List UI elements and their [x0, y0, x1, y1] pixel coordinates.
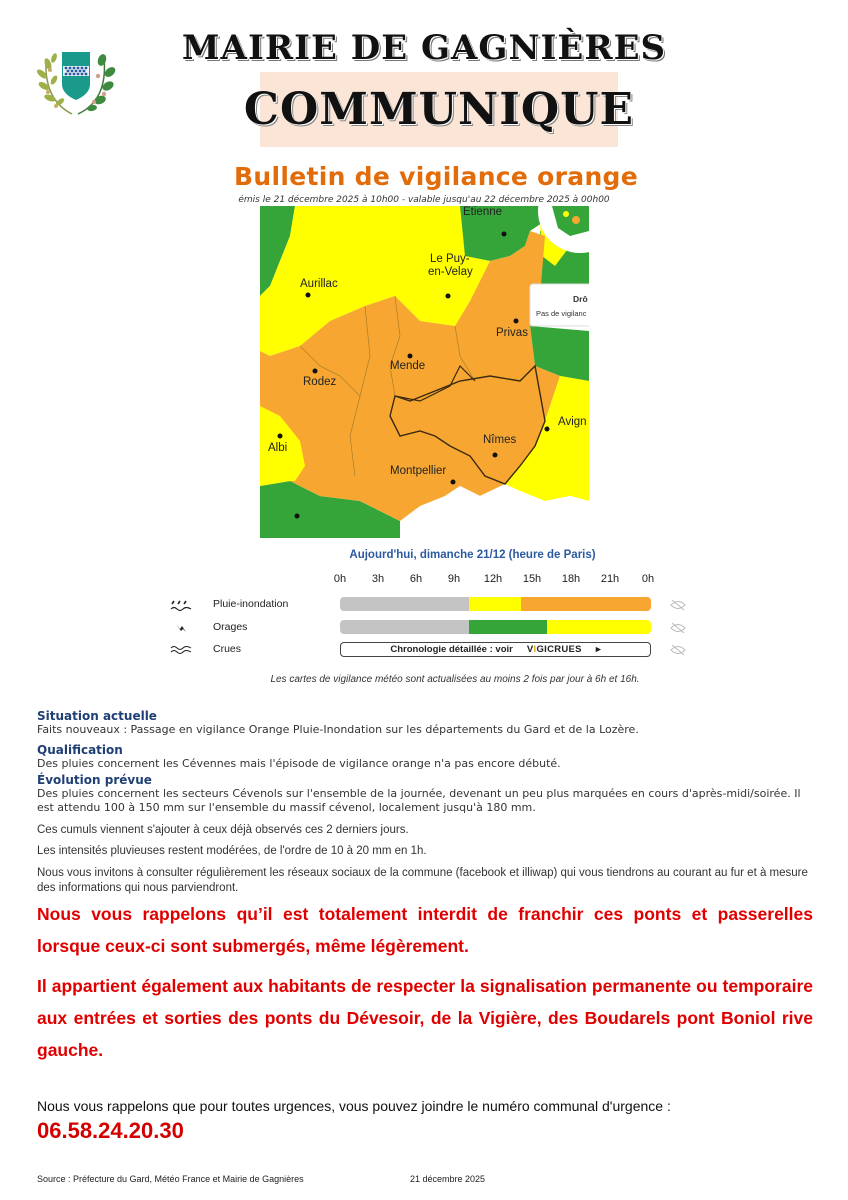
hour-tick: 0h: [641, 573, 655, 585]
segment-none: [340, 620, 469, 634]
hour-tick: 6h: [409, 573, 423, 585]
segment-none: [340, 597, 469, 611]
svg-text:Drô: Drô: [573, 294, 588, 304]
waves-icon: [170, 642, 192, 656]
hour-tick: 3h: [371, 573, 385, 585]
eye-slash-icon[interactable]: [670, 597, 686, 611]
hour-tick: 0h: [333, 573, 347, 585]
communique-label: COMMUNIQUE: [243, 84, 635, 135]
svg-text:Le Puy-: Le Puy-: [430, 253, 470, 265]
section-text: Faits nouveaux : Passage en vigilance Orange Pluie-Inondation sur les départements du Gard et de la Lozère.: [37, 723, 639, 736]
communique-banner: [243, 72, 635, 147]
eye-slash-icon[interactable]: [670, 620, 686, 634]
timeline-row-pluie: [160, 597, 700, 613]
hour-tick: 9h: [447, 573, 461, 585]
segment-yellow: [469, 597, 521, 611]
vigicrues-link-text: Chronologie détaillée : voir: [390, 644, 513, 655]
timeline-title: Aujourd'hui, dimanche 21/12 (heure de Paris): [349, 549, 596, 561]
vigilance-map: [260, 206, 589, 538]
svg-text:Etienne: Etienne: [463, 206, 503, 218]
rain-flood-icon: [170, 597, 192, 611]
eye-slash-icon[interactable]: [670, 642, 686, 656]
section-text: Des pluies concernent les secteurs Cévenols sur l'ensemble de la journée, devenant un peu plus marquées en cours d'après-midi/soirée. Il est attendu 100 à 150 mm sur l'ensemble du massif cévenol, localement jusqu'à 180 mm.: [37, 787, 801, 814]
vigilance-timeline: [160, 545, 700, 695]
timeline-note: Les cartes de vigilance météo sont actualisées au moins 2 fois par jour à 6h et 16h.: [270, 674, 640, 685]
hour-tick: 15h: [522, 573, 542, 585]
section-heading: Situation actuelle: [37, 709, 157, 723]
svg-text:Aurillac: Aurillac: [300, 278, 338, 290]
svg-text:Rodez: Rodez: [303, 376, 337, 388]
orages-timeline-bar: [340, 620, 651, 634]
vigicrues-link[interactable]: [340, 642, 651, 657]
hour-tick: 18h: [561, 573, 581, 585]
row-label: Pluie-inondation: [213, 598, 289, 610]
pluie-timeline-bar: [340, 597, 651, 611]
svg-text:Nîmes: Nîmes: [483, 434, 517, 446]
segment-yellow: [547, 620, 651, 634]
svg-text:en-Velay: en-Velay: [428, 266, 473, 278]
section-evolution: [37, 773, 817, 815]
mairie-title: MAIRIE DE GAGNIÈRES: [181, 28, 667, 68]
hour-tick: 21h: [600, 573, 620, 585]
svg-text:Privas: Privas: [496, 327, 528, 339]
segment-green: [469, 620, 547, 634]
play-arrow-icon: ▸: [595, 644, 601, 655]
section-text: Des pluies concernent les Cévennes mais l'épisode de vigilance orange n'a pas encore débuté.: [37, 757, 561, 770]
urgence-text: Nous vous rappelons que pour toutes urgences, vous pouvez joindre le numéro communal d'urgence :: [37, 1098, 671, 1114]
timeline-hours: [160, 573, 700, 587]
timeline-row-orages: [160, 620, 700, 636]
lightning-icon: [170, 620, 192, 634]
section-heading: Qualification: [37, 743, 123, 757]
section-heading: Évolution prévue: [37, 773, 152, 787]
svg-text:Montpellier: Montpellier: [390, 465, 447, 477]
row-label: Orages: [213, 621, 248, 633]
timeline-row-crues: [160, 642, 700, 658]
footer-date: 21 décembre 2025: [410, 1174, 486, 1184]
invitation-text: Nous vous invitons à consulter régulièrement les réseaux sociaux de la commune (facebook et illiwap) qui vous tiendrons au courant au fur et à mesure des informations qui nous parviendront.: [37, 867, 808, 894]
intensites-text: Les intensités pluvieuses restent modérées, de l'ordre de 10 à 20 mm en 1h.: [37, 845, 427, 857]
bulletin-title: Bulletin de vigilance orange: [234, 162, 638, 191]
warning-ponts: Nous vous rappelons qu’il est totalement interdit de franchir ces ponts et passerelles lorsque ceux-ci sont submergés, même légèrement.: [37, 904, 813, 956]
svg-text:Avign: Avign: [558, 416, 587, 428]
hour-tick: 12h: [483, 573, 503, 585]
bulletin-subtitle: émis le 21 décembre 2025 à 10h00 - valable jusqu'au 22 décembre 2025 à 00h00: [238, 195, 610, 205]
footer-source: Source : Préfecture du Gard, Météo France et Mairie de Gagnières: [37, 1174, 304, 1184]
emergency-phone[interactable]: 06.58.24.20.30: [37, 1118, 184, 1143]
segment-orange: [521, 597, 651, 611]
svg-text:Pas de vigilanc: Pas de vigilanc: [536, 309, 587, 318]
svg-text:Mende: Mende: [390, 360, 426, 372]
cumuls-text: Ces cumuls viennent s'ajouter à ceux déjà observés ces 2 derniers jours.: [37, 824, 409, 836]
section-situation: [37, 709, 817, 737]
warning-signalisation: Il appartient également aux habitants de respecter la signalisation permanente ou temporaire aux entrées et sorties des ponts du Dévesoir, de la Vigière, des Boudarels pont Boniol rive gauche.: [37, 976, 813, 1060]
section-qualification: [37, 743, 817, 771]
svg-text:Albi: Albi: [268, 442, 288, 454]
vigicrues-brand: VIGICRUES: [526, 644, 582, 655]
row-label: Crues: [213, 643, 242, 655]
